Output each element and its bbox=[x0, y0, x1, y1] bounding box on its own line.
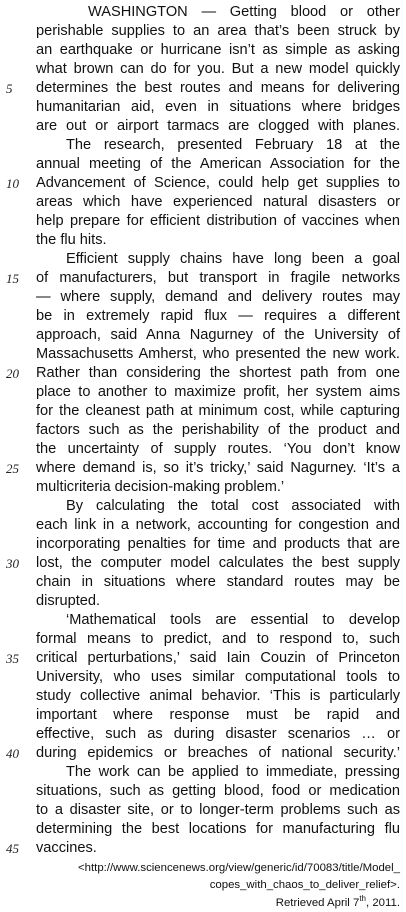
text-line: be in extremely rapid flux — requires a different bbox=[36, 308, 400, 324]
line-number: 45 bbox=[6, 841, 19, 856]
text-line: chain in situations where standard routes may be bbox=[36, 574, 400, 590]
text-line: Efficient supply chains have long been a goal bbox=[66, 251, 400, 267]
text-line: annual meeting of the American Association for the bbox=[36, 156, 400, 172]
text-line: Advancement of Science, could help get supplies to bbox=[36, 175, 400, 191]
text-line: where demand is, so it’s tricky,’ said Nagurney. ‘It’s a bbox=[36, 460, 400, 476]
text-line: study collective animal behavior. ‘This is particularly bbox=[36, 688, 400, 704]
text-line: important where response must be rapid and bbox=[36, 707, 400, 723]
text-line: — where supply, demand and delivery routes may bbox=[36, 289, 400, 305]
text-line: determines the best routes and means for delivering bbox=[36, 80, 400, 96]
line-number: 10 bbox=[6, 176, 19, 191]
text-line: formal means to predict, and to respond to, such bbox=[36, 631, 400, 647]
text-line: The work can be applied to immediate, pressing bbox=[66, 764, 400, 780]
line-number: 5 bbox=[6, 81, 13, 96]
text-line: humanitarian aid, even in situations where bridges bbox=[36, 99, 400, 115]
line-number: 25 bbox=[6, 461, 19, 476]
text-line: determining the best locations for manufacturing flu bbox=[36, 821, 400, 837]
text-line: what brown can do for you. But a new model quickly bbox=[36, 61, 400, 77]
text-line: perishable supplies to an area that’s been struck by bbox=[36, 23, 400, 39]
text-line: The research, presented February 18 at the bbox=[66, 137, 400, 153]
text-line: the uncertainty of supply routes. ‘You don’t know bbox=[36, 441, 400, 457]
line-number: 20 bbox=[6, 366, 19, 381]
text-line: approach, said Anna Nagurney of the University of bbox=[36, 327, 400, 343]
retrieved-suffix: , 2011. bbox=[366, 897, 400, 909]
text-line: an earthquake or hurricane isn’t as simple as asking bbox=[36, 42, 400, 58]
retrieved-prefix: Retrieved April 7 bbox=[275, 897, 360, 909]
text-line: for the cleanest path at minimum cost, while capturing bbox=[36, 403, 400, 419]
text-line: multicriteria decision-making problem.’ bbox=[36, 479, 285, 495]
text-line: University, who uses similar computational tools to bbox=[36, 669, 400, 685]
source-url-line-1: <http://www.sciencenews.org/view/generic/id/70083/title/Model_ bbox=[78, 862, 400, 874]
line-number: 30 bbox=[6, 556, 19, 571]
text-line: critical perturbations,’ said Iain Couzin of Princeton bbox=[36, 650, 400, 666]
text-line: effective, such as during disaster scenarios … or bbox=[36, 726, 400, 742]
text-line: the flu hits. bbox=[36, 232, 107, 248]
text-line: each link in a network, accounting for congestion and bbox=[36, 517, 400, 533]
text-line: disrupted. bbox=[36, 593, 101, 609]
line-number: 35 bbox=[6, 651, 19, 666]
text-line: vaccines. bbox=[36, 840, 97, 856]
line-number: 15 bbox=[6, 271, 19, 286]
text-line: areas which have experienced natural disasters or bbox=[36, 194, 400, 210]
text-line: WASHINGTON — Getting blood or other bbox=[88, 4, 400, 20]
text-line: ‘Mathematical tools are essential to develop bbox=[66, 612, 400, 628]
text-line: Rather than considering the shortest path from one bbox=[36, 365, 400, 381]
text-line: of manufacturers, but transport in fragile networks bbox=[36, 270, 400, 286]
text-line: incorporating penalties for time and products that are bbox=[36, 536, 400, 552]
text-line: lost, the computer model calculates the best supply bbox=[36, 555, 400, 571]
text-line: situations, such as getting blood, food or medication bbox=[36, 783, 400, 799]
retrieved-date bbox=[60, 895, 400, 912]
text-line: to a disaster site, or to longer-term problems such as bbox=[36, 802, 400, 818]
text-line: Massachusetts Amherst, who presented the new work. bbox=[36, 346, 400, 362]
text-line: factors such as the perishability of the product and bbox=[36, 422, 400, 438]
text-line: place to another to maximize profit, her system aims bbox=[36, 384, 400, 400]
line-number: 40 bbox=[6, 746, 19, 761]
source-url-line-2: copes_with_chaos_to_deliver_relief>. bbox=[209, 879, 400, 891]
text-line: By calculating the total cost associated with bbox=[66, 498, 400, 514]
retrieved-superscript: th bbox=[359, 894, 366, 904]
text-line: are out or airport tarmacs are clogged with planes. bbox=[36, 118, 400, 134]
text-line: help prepare for efficient distribution of vaccines when bbox=[36, 213, 400, 229]
text-line: during epidemics or breaches of national security.’ bbox=[36, 745, 400, 761]
